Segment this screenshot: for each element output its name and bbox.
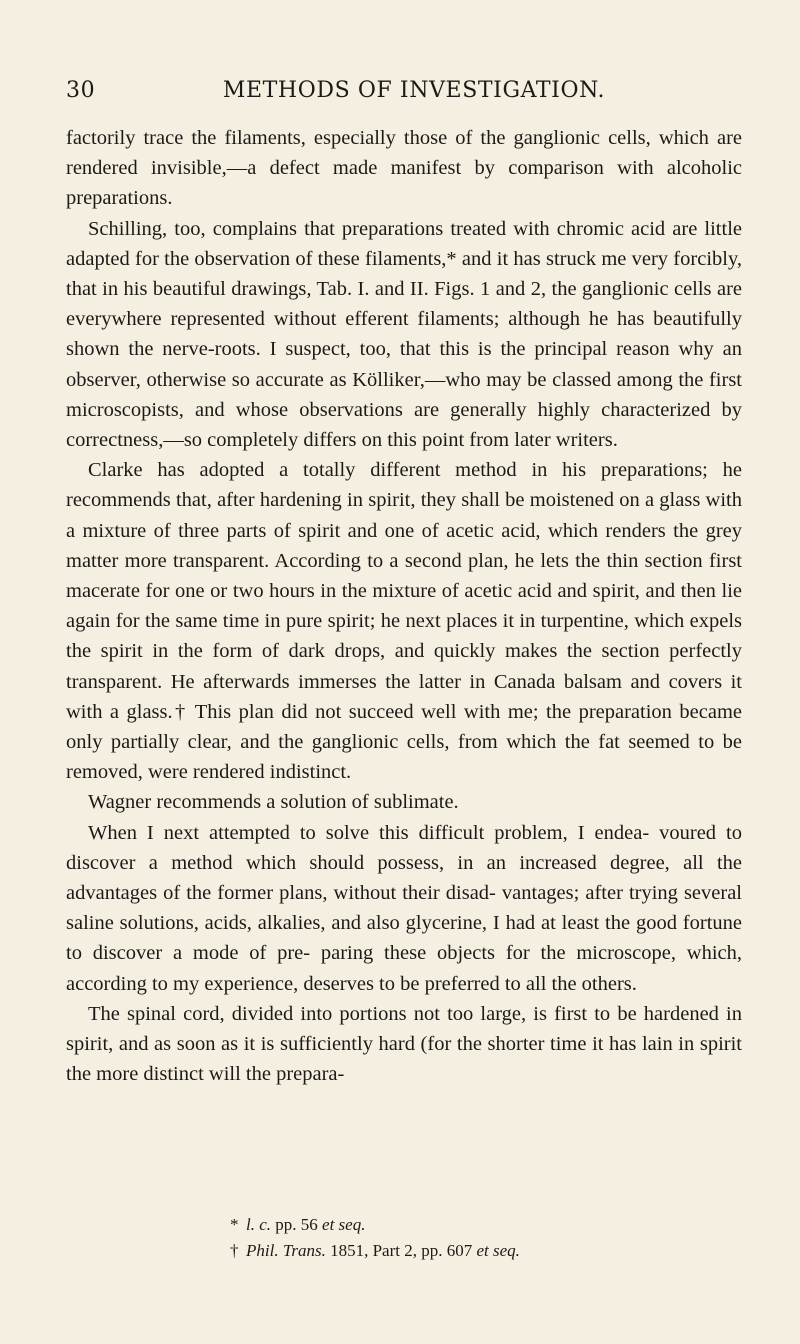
paragraph-clarke: Clarke has adopted a totally different method in his preparations; he recommends that, after hardening in spirit, they shall be moistened on a glass with a mixture of three parts of spirit and one of acetic acid, which renders the grey matter more transparent. According to a second plan, he lets the thin section first macerate for one or two hours in the mixture of acetic acid and spirit, and then lie again for the same time in pure spirit; he next places it in turpentine, which expels the spirit in the form of dark drops, and quickly makes the section perfectly transparent. He afterwards immerses the latter in Canada balsam and covers it with a glass.† This plan did not succeed well with me; the preparation became only partially clear, and the ganglionic cells, from which the fat seemed to be removed, were rendered indistinct. [66, 459, 742, 784]
footnote-et-seq: et seq. [476, 1241, 520, 1260]
footnote-marker: * [230, 1215, 239, 1234]
paragraph-new-method: When I next attempted to solve this difficult problem, I endea- voured to discover a method which should possess, in an increased degree, all the advantages of the former plans, without their disad- vantages; after trying several saline solutions, acids, alkalies, and also glycerine, I had at least the good fortune to discover a mode of pre- paring these objects for the microscope, which, according to my experience, deserves to be preferred to all the others. [66, 821, 742, 995]
body-text [66, 123, 742, 1090]
paragraph-spinal-cord: The spinal cord, divided into portions not too large, is first to be hardened in spirit, and as soon as it is sufficiently hard (for the shorter time it has lain in spirit the more distinct will the prepara- [66, 1002, 742, 1086]
footnote-et-seq: et seq. [322, 1215, 366, 1234]
page-number: 30 [66, 78, 96, 103]
footnotes [66, 1212, 742, 1264]
footnote-reference: Phil. Trans. [246, 1241, 326, 1260]
footnote-pages: pp. 56 [271, 1215, 323, 1234]
paragraph-continuation: factorily trace the filaments, especially those of the ganglionic cells, which are rendered invisible,—a defect made manifest by comparison with alcoholic preparations. [66, 127, 742, 210]
footnote-1 [66, 1212, 742, 1238]
paragraph-wagner: Wagner recommends a solution of sublimate. [88, 791, 459, 814]
page-header [66, 78, 742, 114]
footnote-2 [66, 1238, 742, 1264]
footnote-marker: † [230, 1241, 239, 1260]
running-title: METHODS OF INVESTIGATION. [222, 78, 606, 103]
footnote-pages: 1851, Part 2, pp. 607 [325, 1241, 477, 1260]
footnote-reference: l. c. [246, 1215, 272, 1234]
paragraph-schilling: Schilling, too, complains that preparations treated with chromic acid are little adapted for the observation of these filaments,* and it has struck me very forcibly, that in his beautiful drawings, Tab. I. and II. Figs. 1 and 2, the ganglionic cells are everywhere represented without efferent filaments; although he has beautifully shown the nerve-roots. I suspect, too, that this is the principal reason why an observer, otherwise so accurate as Kölliker,—who may be classed among the first microscopists, and whose observations are generally highly characterized by correctness,—so completely differs on this point from later writers. [66, 217, 742, 452]
